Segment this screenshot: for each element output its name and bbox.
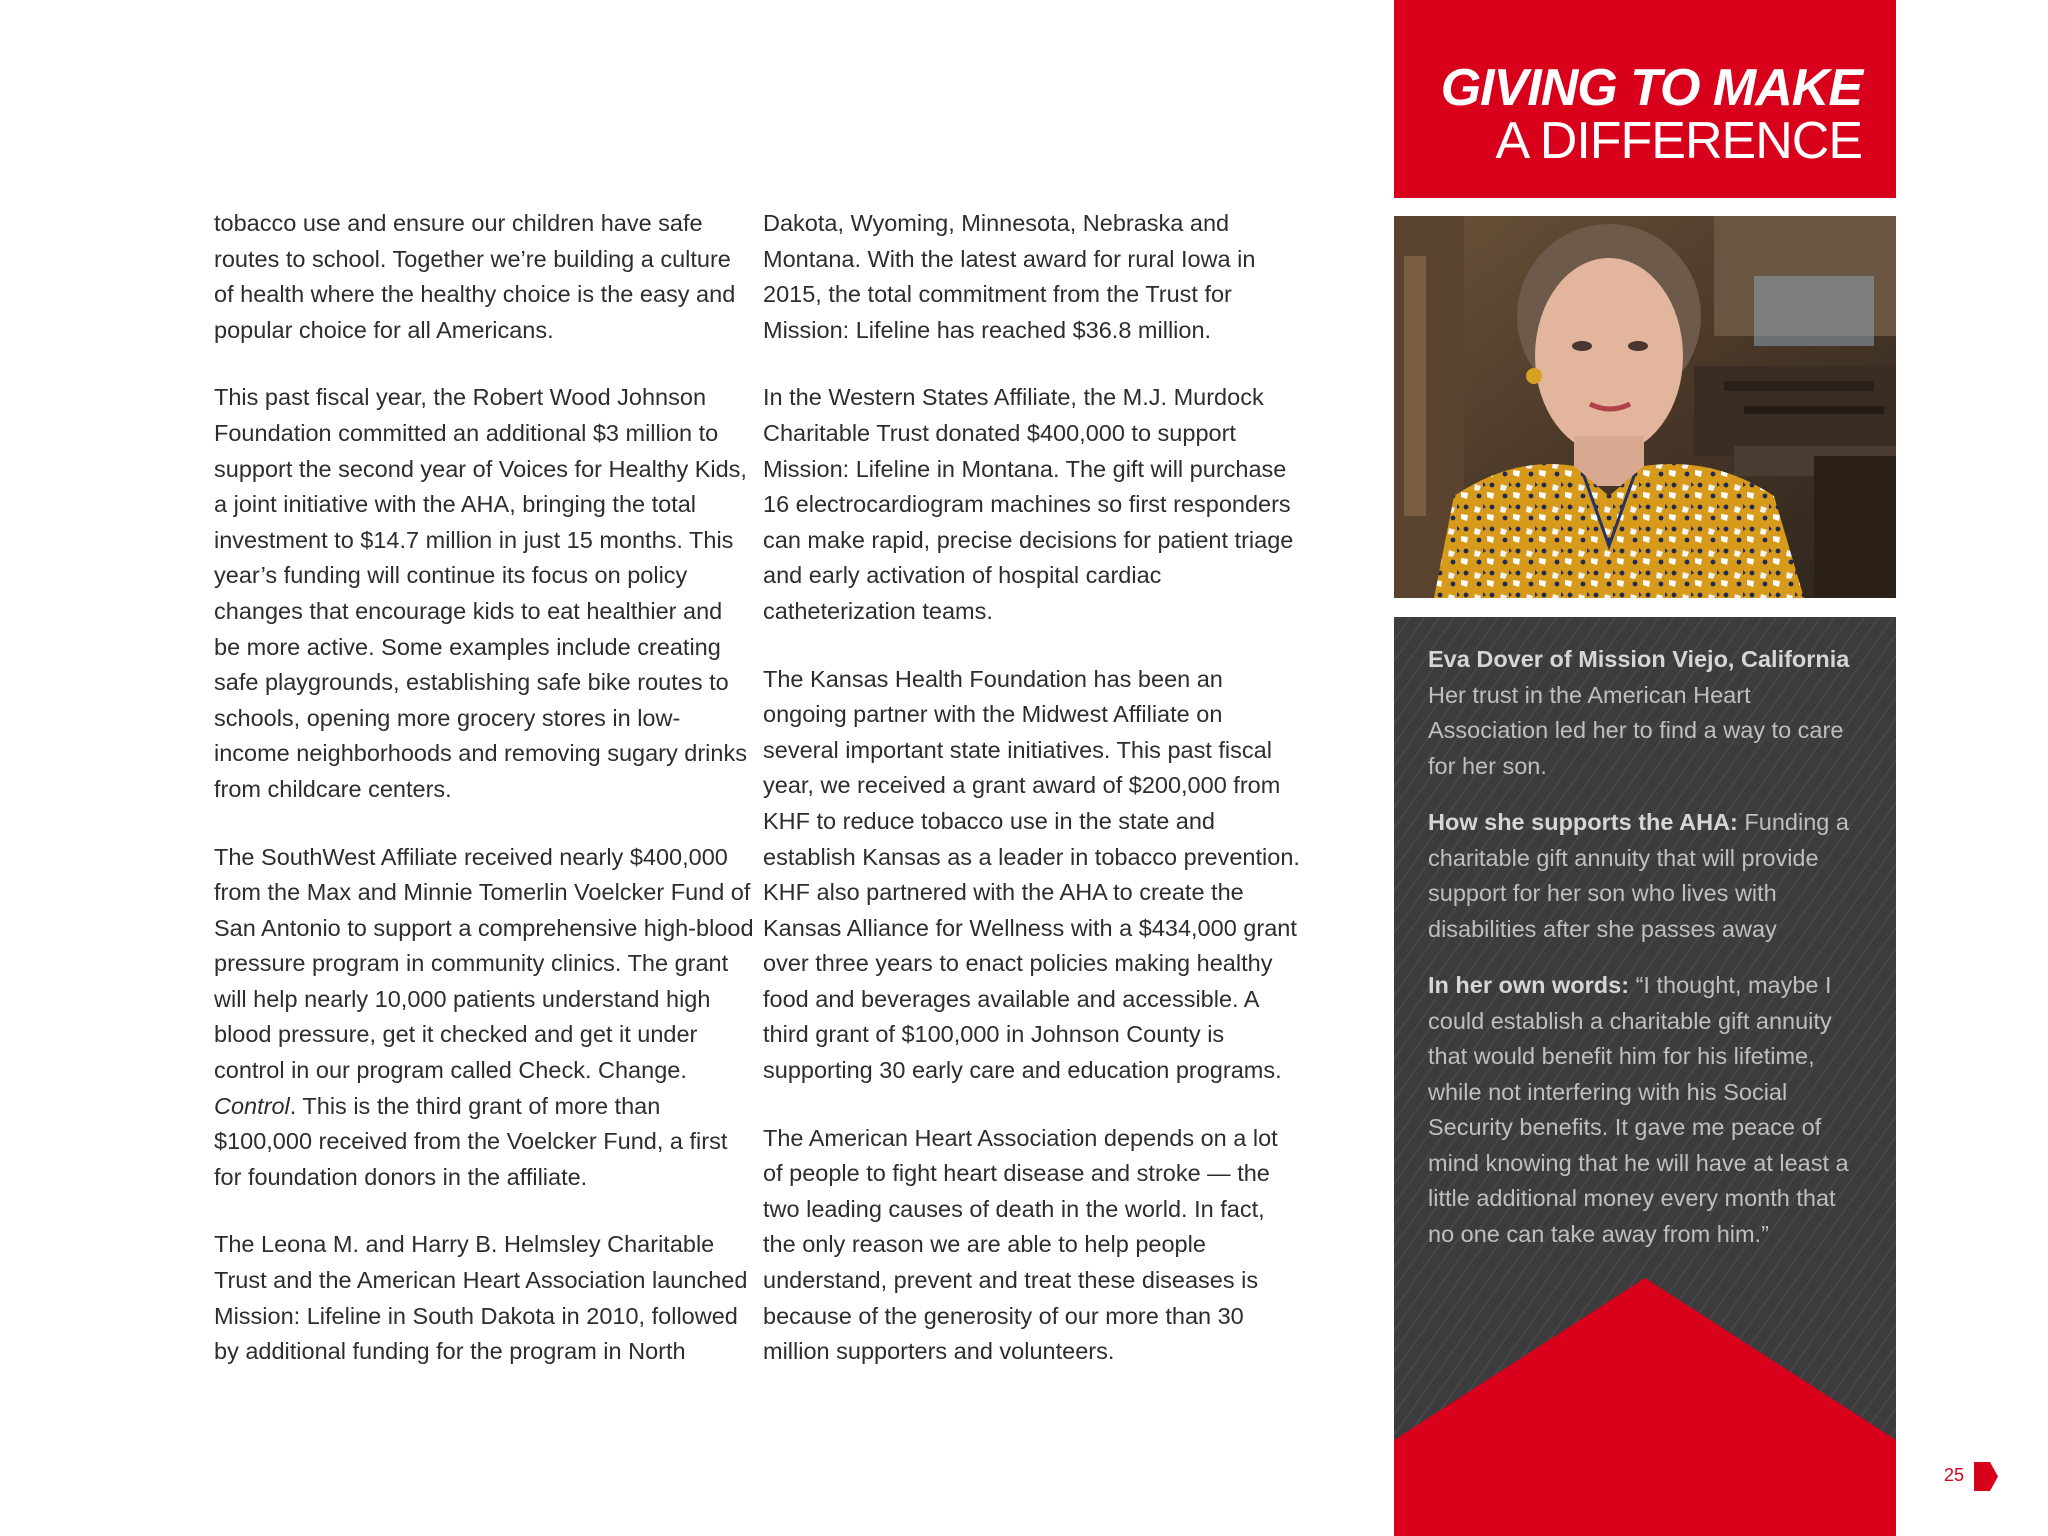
sidebar-panel: [1394, 0, 1896, 1536]
paragraph: [214, 840, 754, 1196]
donor-profile: [1428, 642, 1868, 1273]
paragraph-text: The SouthWest Affiliate received nearly $400,000 from the Max and Minnie Tomerlin Voelcker Fund of San Antonio to support a comprehensive high-blood pressure program in community clinics. The grant will help nearly 10,000 patients understand high blood pressure, get it checked and get it under control in our program called Check. Change.: [214, 843, 754, 1084]
page-arrow-icon: [1974, 1462, 1998, 1491]
donor-quote: [1428, 968, 1868, 1252]
program-name-italic: Control: [214, 1092, 290, 1119]
paragraph-text: . This is the third grant of more than $100,000 received from the Voelcker Fund, a first for foundation donors in the affiliate.: [214, 1092, 728, 1190]
section-title-box: [1394, 0, 1896, 198]
donor-intro: [1428, 642, 1868, 784]
quote-text: “I thought, maybe I could establish a charitable gift annuity that would benefit him for his lifetime, while not interfering with his Social Security benefits. It gave me peace of mind knowing that he will have at least a little additional money every month that no one can take away from him.”: [1428, 972, 1849, 1247]
support-label: How she supports the AHA:: [1428, 809, 1738, 835]
quote-label: In her own words:: [1428, 972, 1630, 998]
donor-name: Eva Dover of Mission Viejo, California: [1428, 646, 1850, 672]
paragraph: In the Western States Affiliate, the M.J. Murdock Charitable Trust donated $400,000 to support Mission: Lifeline in Montana. The gift will purchase 16 electrocardiogram machines so first responders can make rapid, precise decisions for patient triage and early activation of hospital cardiac catheterization teams.: [763, 384, 1294, 624]
support-text: Funding a charitable gift annuity that will provide support for her son who lives with disabilities after she passes away: [1428, 809, 1849, 942]
donor-intro-text: Her trust in the American Heart Association led her to find a way to care for her son.: [1428, 681, 1844, 779]
page-number: 25: [1944, 1465, 1965, 1485]
paragraph: tobacco use and ensure our children have safe routes to school. Together we’re building a culture of health where the healthy choice is the easy and popular choice for all Americans.: [214, 210, 736, 343]
donor-support: [1428, 805, 1868, 947]
body-column-left: [214, 206, 754, 1402]
paragraph: The American Heart Association depends on a lot of people to fight heart disease and stroke — the two leading causes of death in the world. In fact, the only reason we are able to help people understand, prevent and treat these diseases is because of the generosity of our more than 30 million supporters and volunteers.: [763, 1124, 1278, 1365]
section-title-line2: A DIFFERENCE: [1495, 112, 1862, 170]
paragraph: The Leona M. and Harry B. Helmsley Charitable Trust and the American Heart Association launched Mission: Lifeline in South Dakota in 2010, followed by additional funding for the program in North: [214, 1231, 748, 1365]
donor-photo: [1394, 216, 1896, 598]
red-chevron-graphic: [1394, 1278, 1896, 1536]
body-column-middle: [763, 206, 1303, 1402]
paragraph: The Kansas Health Foundation has been an ongoing partner with the Midwest Affiliate on several important state initiatives. This past fiscal year, we received a grant award of $200,000 from KHF to reduce tobacco use in the state and establish Kansas as a leader in tobacco prevention. KHF also partnered with the AHA to create the Kansas Alliance for Wellness with a $434,000 grant over three years to enact policies making healthy food and beverages available and accessible. A third grant of $100,000 in Johnson County is supporting 30 early care and education programs.: [763, 665, 1300, 1084]
paragraph: Dakota, Wyoming, Minnesota, Nebraska and Montana. With the latest award for rural Iowa in 2015, the total commitment from the Trust for Mission: Lifeline has reached $36.8 million.: [763, 210, 1256, 343]
paragraph: This past fiscal year, the Robert Wood Johnson Foundation committed an additional $3 million to support the second year of Voices for Healthy Kids, a joint initiative with the AHA, bringing the total investment to $14.7 million in just 15 months. This year’s funding will continue its focus on policy changes that encourage kids to eat healthier and be more active. Some examples include creating safe playgrounds, establishing safe bike routes to schools, opening more grocery stores in low-income neighborhoods and removing sugary drinks from childcare centers.: [214, 384, 747, 802]
section-title-line1: GIVING TO MAKE: [1440, 59, 1862, 117]
